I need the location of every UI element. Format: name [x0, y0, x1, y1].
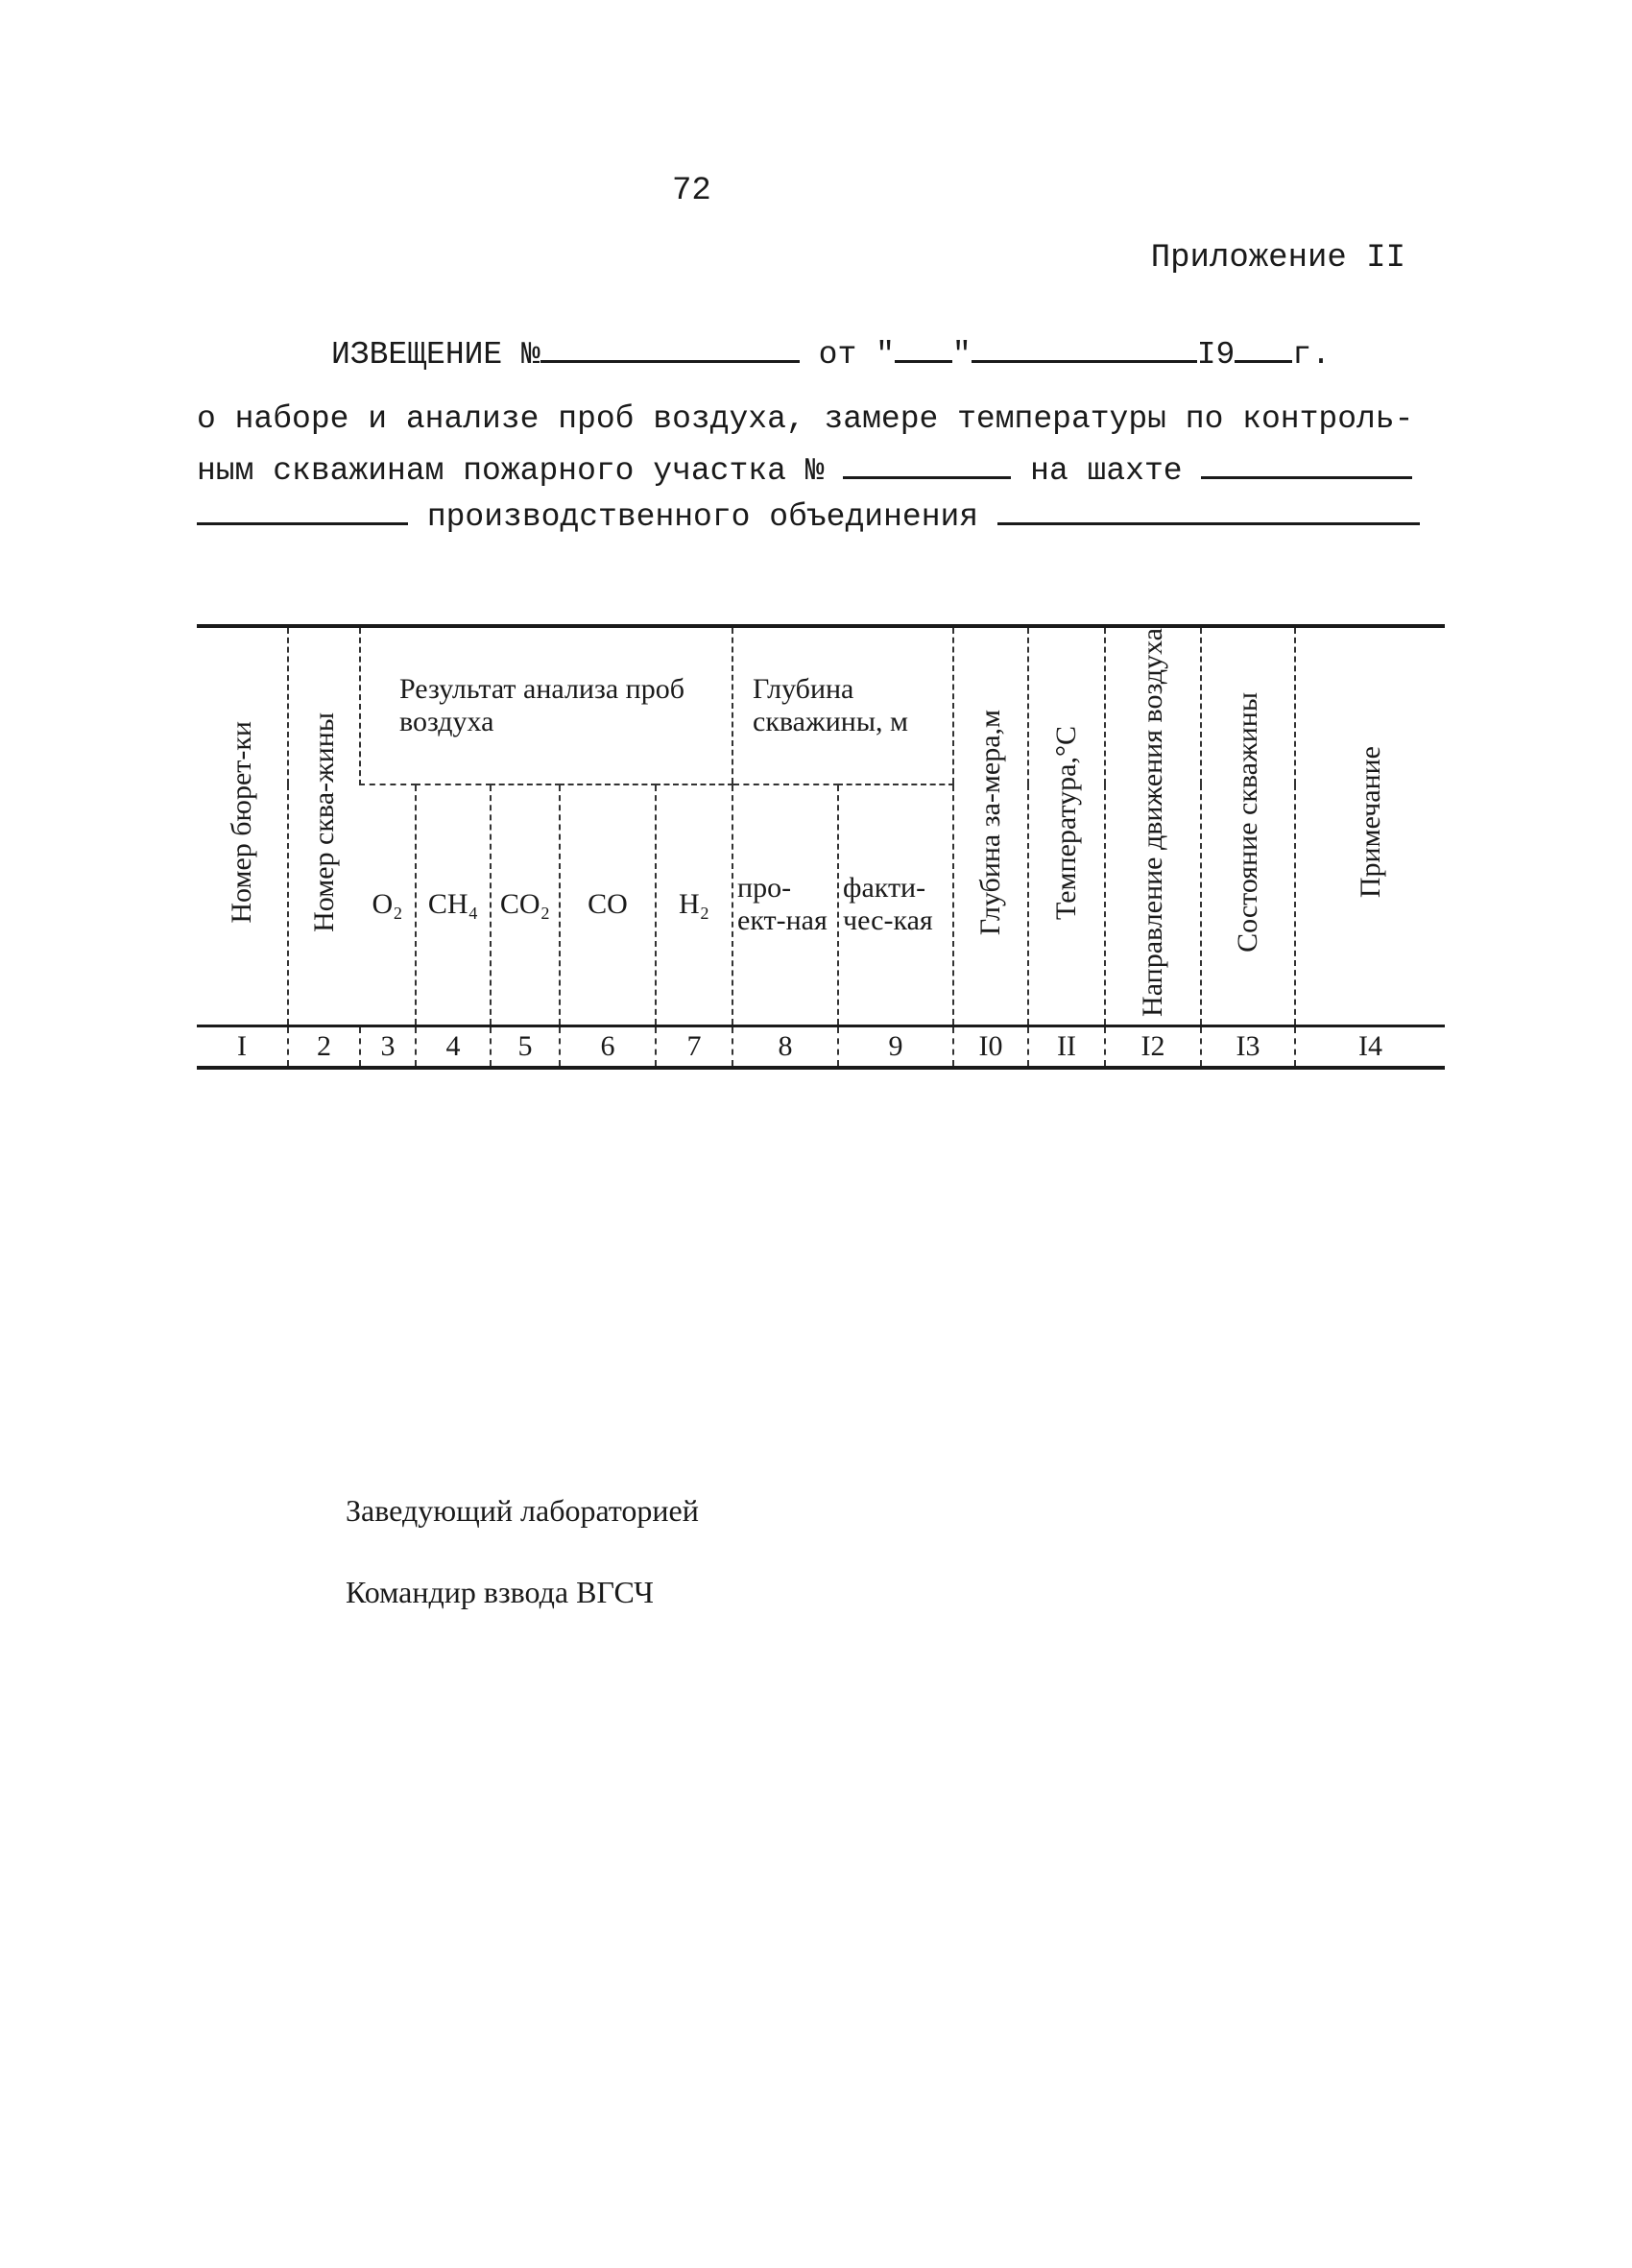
column-number: I	[197, 1025, 288, 1068]
fire-area-blank	[843, 447, 1011, 479]
page-number: 72	[672, 173, 711, 209]
mine-name-blank	[1201, 447, 1412, 479]
column-number: I3	[1201, 1025, 1295, 1068]
column-number: I0	[953, 1025, 1028, 1068]
header-borehole-state: Состояние скважины	[1201, 626, 1295, 1025]
header-o2: O₂	[372, 888, 403, 921]
header-co2: CO₂	[491, 784, 560, 1026]
header-ch4: CH₄	[416, 784, 491, 1026]
samples-table	[197, 624, 1445, 1070]
column-number: 2	[288, 1025, 360, 1068]
notice-line-4	[197, 494, 1420, 535]
notice-title: ИЗВЕЩЕНИЕ №	[331, 337, 540, 373]
notice-line-3-part1: ным скважинам пожарного участка №	[197, 453, 825, 489]
column-number: 4	[416, 1025, 491, 1068]
column-number: I4	[1295, 1025, 1445, 1068]
header-depth-design: про-ект-ная	[732, 784, 838, 1026]
header-measure-depth: Глубина за-мера,м	[953, 626, 1028, 1025]
signature-commander: Командир взвода ВГСЧ	[346, 1575, 654, 1609]
header-borehole-number: Номер сква-жины	[288, 626, 360, 1025]
mine-name-cont-blank	[197, 494, 408, 525]
notice-line-4-text: производственного объединения	[426, 499, 979, 535]
header-depth-actual: факти-чес-кая	[838, 784, 953, 1026]
notice-month-blank	[972, 331, 1197, 363]
header-note: Примечание	[1295, 626, 1445, 1025]
association-name-blank	[997, 494, 1420, 525]
column-number: 5	[491, 1025, 560, 1068]
notice-number-blank	[540, 331, 800, 363]
column-number: 9	[838, 1025, 953, 1068]
notice-day-blank	[895, 331, 952, 363]
header-burette-number: Номер бюрет-ки	[197, 626, 288, 1025]
appendix-label: Приложение II	[1150, 240, 1405, 277]
notice-year-prefix: I9	[1196, 337, 1236, 373]
column-number: I2	[1105, 1025, 1201, 1068]
column-number: 6	[560, 1025, 656, 1068]
notice-date-quote: "	[951, 337, 972, 373]
column-number: 3	[360, 1025, 416, 1068]
column-number: 8	[732, 1025, 838, 1068]
signature-lab-head: Заведующий лабораторией	[346, 1493, 699, 1528]
header-h2: H₂	[656, 784, 732, 1026]
header-depth-group: Глубина скважины, м	[732, 626, 953, 784]
header-co: CO	[560, 784, 656, 1026]
column-numbers-row	[197, 1025, 1445, 1068]
notice-line-2: о наборе и анализе проб воздуха, замере температуры по контроль-	[197, 401, 1414, 437]
notice-line-3	[197, 447, 1412, 489]
notice-year-suffix: г.	[1292, 337, 1331, 373]
column-number: II	[1028, 1025, 1105, 1068]
notice-title-line	[331, 331, 1331, 373]
header-temperature: Температура,°С	[1028, 626, 1105, 1025]
header-air-direction: Направление движения воздуха	[1105, 626, 1201, 1025]
header-analysis-group: Результат анализа проб воздуха	[360, 626, 732, 784]
column-number: 7	[656, 1025, 732, 1068]
notice-date-from: от "	[818, 337, 895, 373]
notice-year-blank	[1235, 331, 1292, 363]
notice-line-3-part2: на шахте	[1030, 453, 1183, 489]
